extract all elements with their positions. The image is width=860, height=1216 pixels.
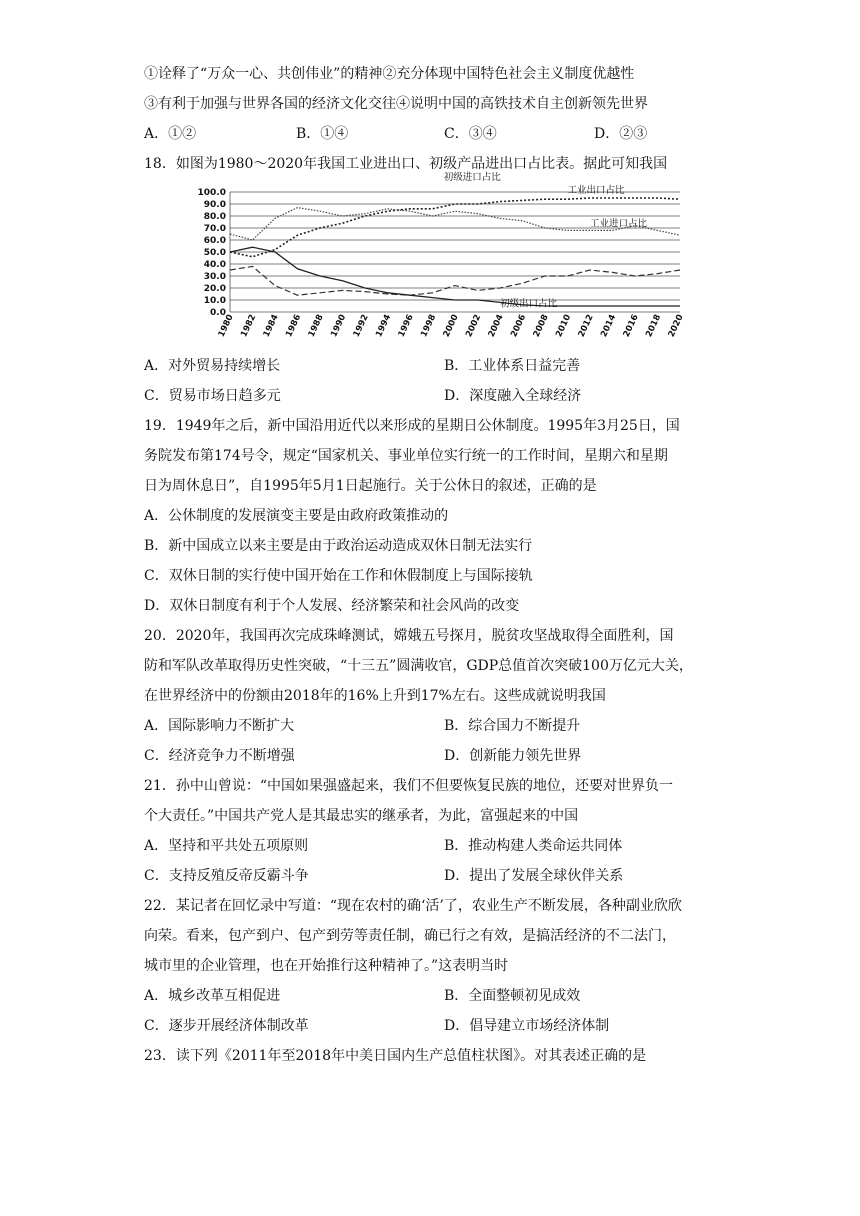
series-line [230,247,680,306]
x-tick-label: 2018 [644,313,664,339]
q18-option-c: C．贸易市场日趋多元 [144,388,281,404]
q17-line-2: ③有利于加强与世界各国的经济文化交往④说明中国的高铁技术自主创新领先世界 [144,96,648,112]
x-tick-label: 2002 [464,313,484,339]
series-line [230,266,680,295]
q20-option-d: D．创新能力领先世界 [444,748,582,764]
x-tick-label: 1988 [306,313,326,339]
x-tick-label: 2012 [576,313,596,339]
q21-option-b: B．推动构建人类命运共同体 [444,838,623,854]
q21-stem-1: 21．孙中山曾说：“中国如果强盛起来，我们不但要恢复民族的地位，还要对世界负一 [144,778,673,794]
trade-share-line-chart [186,172,686,339]
y-tick-label: 90.0 [203,200,226,210]
x-tick-label: 2004 [486,313,506,339]
series-label: 初级进口占比 [443,172,501,183]
x-tick-label: 2008 [531,313,551,339]
q19-stem-1: 19．1949年之后，新中国沿用近代以来形成的星期日公休制度。1995年3月25日，国 [144,418,680,434]
q18-stem: 18．如图为1980～2020年我国工业进出口、初级产品进出口占比表。据此可知我国 [144,156,668,172]
x-tick-label: 1982 [239,313,259,339]
q17-option-d: D．②③ [594,126,648,142]
q22-stem-3: 城市里的企业管理，也在开始推行这种精神了。”这表明当时 [144,958,509,974]
x-tick-label: 1990 [329,313,349,339]
q19-stem-2: 务院发布第174号令，规定“国家机关、事业单位实行统一的工作时间，星期六和星期 [144,448,668,464]
x-tick-label: 2020 [666,313,686,339]
y-tick-label: 60.0 [203,236,226,246]
x-tick-label: 2000 [441,313,461,339]
q18-option-a: A．对外贸易持续增长 [144,358,281,374]
q20-stem-2: 防和军队改革取得历史性突破，“十三五”圆满收官，GDP总值首次突破100万亿元大关， [144,658,693,674]
q19-stem-3: 日为周休息日”，自1995年5月1日起施行。关于公休日的叙述，正确的是 [144,478,597,494]
y-tick-label: 0.0 [210,308,226,318]
q17-option-a: A．①② [144,126,197,142]
q21-option-c: C．支持反殖反帝反霸斗争 [144,868,309,884]
x-tick-label: 1980 [216,313,236,339]
q18-option-b: B．工业体系日益完善 [444,358,581,374]
q20-option-c: C．经济竞争力不断增强 [144,748,295,764]
y-tick-label: 30.0 [203,272,226,282]
q19-option-a: A．公休制度的发展演变主要是由政府政策推动的 [144,508,449,524]
y-tick-label: 40.0 [203,260,226,270]
x-tick-label: 1994 [374,313,394,339]
x-tick-label: 2016 [621,313,641,339]
q22-stem-1: 22．某记者在回忆录中写道：“现在农村的确‘活’了，农业生产不断发展，各种副业欣欣 [144,898,682,914]
q19-option-c: C．双休日制的实行使中国开始在工作和休假制度上与国际接轨 [144,568,533,584]
q18-option-d: D．深度融入全球经济 [444,388,582,404]
y-tick-label: 70.0 [203,224,226,234]
q17-line-1: ①诠释了“万众一心、共创伟业”的精神②充分体现中国特色社会主义制度优越性 [144,66,635,82]
series-label: 工业进口占比 [590,218,648,230]
q19-option-d: D．双休日制度有利于个人发展、经济繁荣和社会风尚的改变 [144,598,520,614]
x-tick-label: 1992 [351,313,371,339]
q20-stem-3: 在世界经济中的份额由2018年的16%上升到17%左右。这些成就说明我国 [144,688,606,704]
q21-option-a: A．坚持和平共处五项原则 [144,838,309,854]
q19-option-b: B．新中国成立以来主要是由于政治运动造成双休日制无法实行 [144,538,533,554]
q21-option-d: D．提出了发展全球伙伴关系 [444,868,624,884]
x-tick-label: 1996 [396,313,416,339]
q17-option-b: B．①④ [296,126,349,142]
x-tick-label: 1984 [261,313,281,339]
y-tick-label: 80.0 [203,212,226,222]
q22-option-b: B．全面整顿初见成效 [444,988,581,1004]
q22-option-d: D．倡导建立市场经济体制 [444,1018,610,1034]
q22-stem-2: 向荣。看来，包产到户、包产到劳等责任制，确已行之有效，是搞活经济的不二法门， [144,928,676,944]
y-tick-label: 20.0 [203,284,226,294]
x-tick-label: 1986 [284,313,304,339]
series-label: 初级出口占比 [500,298,558,310]
x-tick-label: 2010 [554,313,574,339]
q17-option-c: C．③④ [444,126,497,142]
y-tick-label: 100.0 [197,188,226,198]
q20-stem-1: 20．2020年，我国再次完成珠峰测试，嫦娥五号探月，脱贫攻坚战取得全面胜利，国 [144,628,674,644]
q20-option-a: A．国际影响力不断扩大 [144,718,295,734]
y-tick-label: 50.0 [203,248,226,258]
series-label: 工业出口占比 [567,185,625,197]
q22-option-a: A．城乡改革互相促进 [144,988,281,1004]
q20-option-b: B．综合国力不断提升 [444,718,581,734]
q23-stem: 23．读下列《2011年至2018年中美日国内生产总值柱状图》。对其表述正确的是 [144,1048,647,1064]
x-tick-label: 2006 [509,313,529,339]
q22-option-c: C．逐步开展经济体制改革 [144,1018,309,1034]
x-tick-label: 2014 [599,313,619,339]
q21-stem-2: 个大责任。”中国共产党人是其最忠实的继承者，为此，富强起来的中国 [144,808,579,824]
x-tick-label: 1998 [419,313,439,339]
y-tick-label: 10.0 [203,296,226,306]
